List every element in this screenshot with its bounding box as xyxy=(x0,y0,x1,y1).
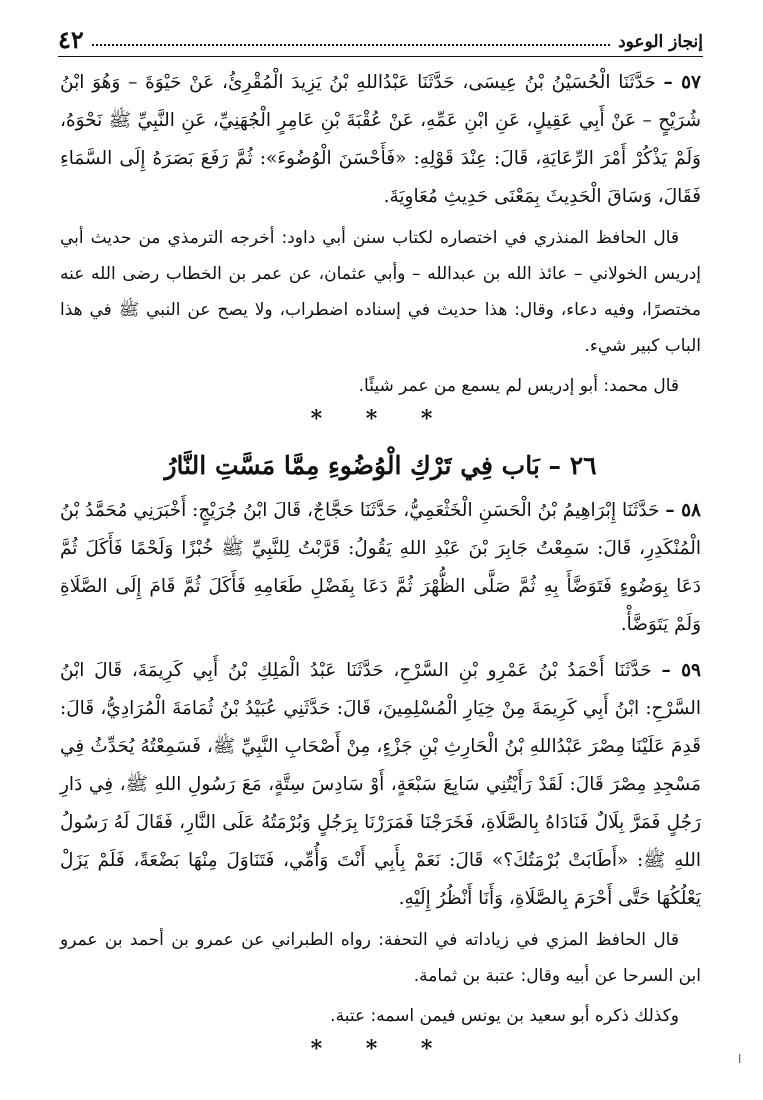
commentary-paragraph: وكذلك ذكره أبو سعيد بن يونس فيمن اسمه: عتبة. xyxy=(330,1006,679,1026)
hadith-number: ٥٩ – xyxy=(661,660,701,681)
section-separator: * * * xyxy=(310,406,451,432)
page-number: ٤٢ xyxy=(58,25,84,54)
hadith-57 xyxy=(60,64,701,216)
hadith-59 xyxy=(60,652,701,918)
commentary-paragraph: قال الحافظ المنذري في اختصاره لكتاب سنن أبي داود: أخرجه الترمذي من حديث أبي إدريس الخولاني – عائذ الله بن عبدالله – وأبي عثمان، عن عمر بن الخطاب رضى الله عنه مختصرًا، وفيه دعاء، وقال: هذا حديث في إسناده اضطراب، ولا يصح عن النبي ﷺ في هذا الباب كبير شيء. xyxy=(60,228,701,356)
hadith-text: حَدَّثَنَا أَحْمَدُ بْنُ عَمْرِو بْنِ السَّرْحِ، حَدَّثَنَا عَبْدُ الْمَلِكِ بْنُ أَبِي كَرِيمَةَ، قَالَ ابْنُ السَّرْحِ: ابْنُ أَبِي كَرِيمَةَ مِنْ خِيَارِ الْمُسْلِمِينَ، قَالَ: حَدَّثَنِي عُبَيْدُ بْنُ ثُمَامَةَ الْمُرَادِيُّ، قَالَ: قَدِمَ عَلَيْنَا مِصْرَ عَبْدُاللهِ بْنُ الْحَارِثِ بْنِ جَزْءٍ، مِنْ أَصْحَابِ النَّبِيِّ ﷺ، فَسَمِعْتُهُ يُحَدِّثُ فِي مَسْجِدِ مِصْرَ قَالَ: لَقَدْ رَأَيْتُنِي سَابِعَ سَبْعَةٍ، أَوْ سَادِسَ سِتَّةٍ، مَعَ رَسُولِ اللهِ ﷺ، فِي دَارِ رَجُلٍ فَمَرَّ بِلَالٌ فَنَادَاهُ بِالصَّلَاةِ، فَخَرَجْنَا فَمَرَرْنَا بِرَجُلٍ وَبُرْمَتُهُ عَلَى النَّارِ، فَقَالَ لَهُ رَسُولُ اللهِ ﷺ: «أَطَابَتْ بُرْمَتُكَ؟» قَالَ: نَعَمْ بِأَبِي أَنْتَ وَأُمِّي، فَتَنَاوَلَ مِنْهَا بَضْعَةً، فَلَمْ يَزَلْ يَعْلُكُهَا حَتَّى أَحْرَمَ بِالصَّلَاةِ، وَأَنَا أَنْظُرُ إِلَيْهِ. xyxy=(60,660,701,909)
header-dotted-leader xyxy=(92,44,610,46)
margin-mark: ا xyxy=(738,1052,742,1066)
running-header xyxy=(58,22,703,57)
hadith-text: حَدَّثَنَا إِبْرَاهِيمُ بْنُ الْحَسَنِ الْخَثْعَمِيُّ، حَدَّثَنَا حَجَّاجٌ، قَالَ ابْنُ جُرَيْجٍ: أَخْبَرَنِي مُحَمَّدُ بْنُ الْمُنْكَدِرِ، قَالَ: سَمِعْتُ جَابِرَ بْنَ عَبْدِ اللهِ يَقُولُ: قَرَّبْتُ لِلنَّبِيِّ ﷺ خُبْزًا وَلَحْمًا فَأَكَلَ ثُمَّ دَعَا بِوَضُوءٍ فَتَوَضَّأَ بِهِ ثُمَّ صَلَّى الظُّهْرَ ثُمَّ دَعَا بِفَضْلِ طَعَامِهِ فَأَكَلَ ثُمَّ قَامَ إِلَى الصَّلَاةِ وَلَمْ يَتَوَضَّأْ. xyxy=(60,500,701,635)
commentary-paragraph: قال الحافظ المزي في زياداته في التحفة: رواه الطبراني عن عمرو بن أحمد بن عمرو ابن السرحا عن أبيه وقال: عتبة بن ثمامة. xyxy=(60,930,701,986)
hadith-58 xyxy=(60,492,701,644)
chapter-heading: ٢٦ – بَاب فِي تَرْكِ الْوُضُوءِ مِمَّا مَسَّتِ النَّارُ xyxy=(164,451,597,480)
hadith-number: ٥٨ – xyxy=(665,500,701,521)
section-separator: * * * xyxy=(310,1036,451,1062)
hadith-text: حَدَّثَنَا الْحُسَيْنُ بْنُ عِيسَى، حَدَّثَنَا عَبْدُاللهِ بْنُ يَزِيدَ الْمُقْرِئُ، عَنْ حَيْوَةَ – وَهُوَ ابْنُ شُرَيْحٍ – عَنْ أَبِي عَقِيلٍ، عَنِ ابْنِ عَمِّهِ، عَنْ عُقْبَةَ بْنِ عَامِرٍ الْجُهَنِيِّ، عَنِ النَّبِيِّ ﷺ نَحْوَهُ، وَلَمْ يَذْكُرْ أَمْرَ الرِّعَايَةِ، قَالَ: عِنْدَ قَوْلِهِ: «فَأَحْسَنَ الْوُضُوءَ»: ثُمَّ رَفَعَ بَصَرَهُ إِلَى السَّمَاءِ فَقَالَ، وَسَاقَ الْحَدِيثَ بِمَعْنَى حَدِيثِ مُعَاوِيَةَ. xyxy=(60,72,701,207)
commentary-paragraph: قال محمد: أبو إدريس لم يسمع من عمر شيئًا. xyxy=(358,376,679,396)
hadith-number: ٥٧ – xyxy=(663,72,701,93)
book-title: إنجاز الوعود xyxy=(618,32,703,52)
page-body xyxy=(60,64,701,1064)
